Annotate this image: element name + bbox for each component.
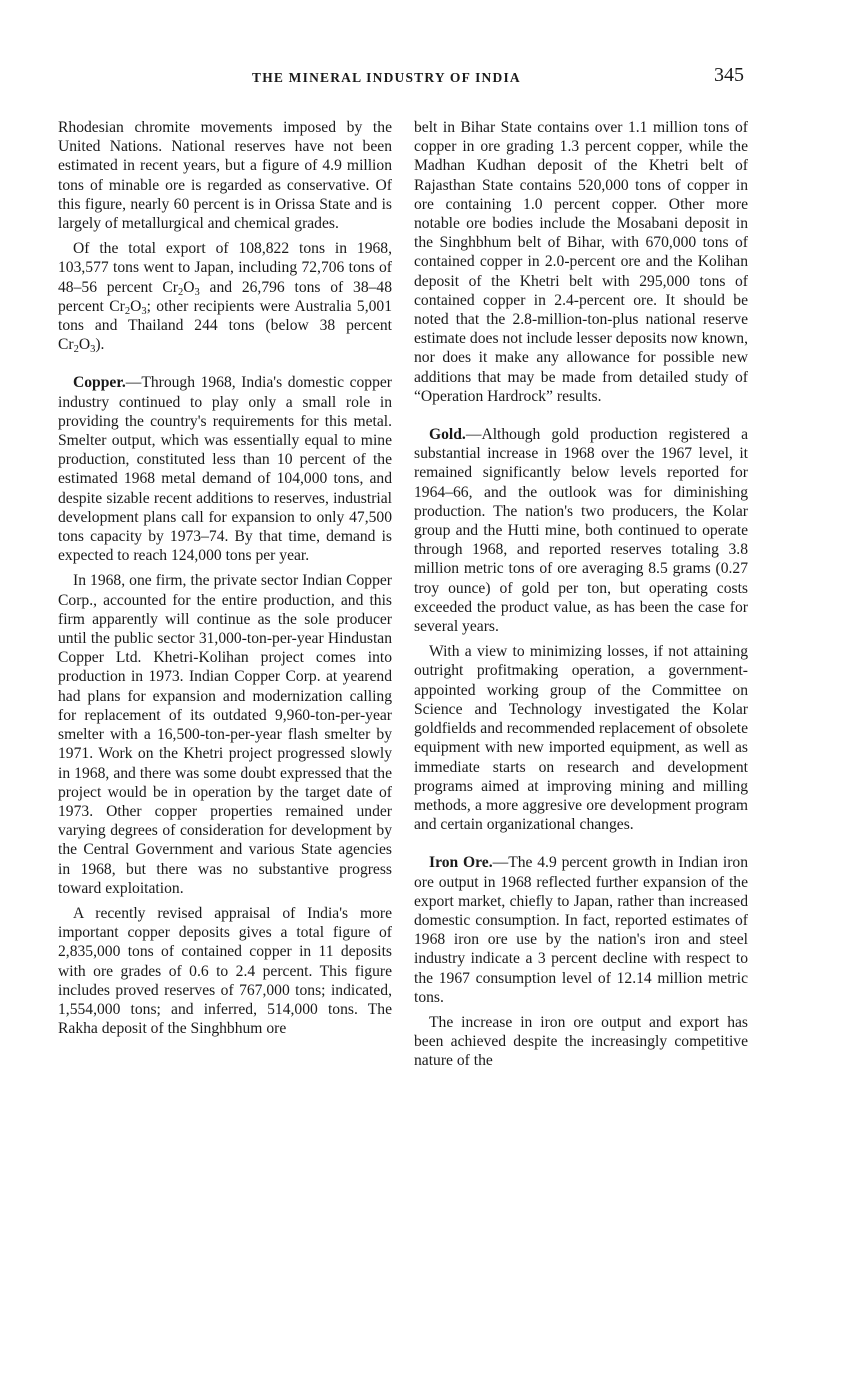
running-head-title: THE MINERAL INDUSTRY OF INDIA	[252, 70, 521, 85]
text-run: and 26,796 tons of 38–48 percent Cr	[58, 278, 393, 315]
gold-working-group-paragraph: With a view to minimizing losses, if not attaining outright profitmaking operation, a government-appointed working group of the Committee on Science and Technology investigated the Kolar goldfields and recommended replacement of obsolete equipment with new imported equipment, as well as immediate starts on research and development programs aimed at improving mining and milling methods, a more aggresive ore development program and certain organizational changes.	[414, 643, 748, 834]
subscript: 2	[73, 344, 79, 356]
text-run: O	[78, 336, 91, 354]
iron-ore-heading: Iron Ore.	[429, 854, 493, 872]
gold-section-paragraph	[414, 425, 748, 636]
copper-heading: Copper.	[73, 374, 126, 392]
chromite-paragraph-end: Rhodesian chromite movements imposed by the United Nations. National reserves have not been estimated in recent years, but a figure of 4.9 million tons of minable ore is regarded as conservative. Of this figure, nearly 60 percent is in Orissa State and is largely of metallurgical and chemical grades.	[58, 119, 392, 233]
text-run: Of the total export of 108,822 tons in 1968, 103,577 tons went to Japan, including 72,706 tons of 48–56 percent Cr	[58, 240, 392, 296]
text-run: —Through 1968, India's domestic copper industry continued to play only a small role in providing the country's requirements for this metal. Smelter output, which was essentially equal to mine production, constituted less than 10 percent of the estimated 1968 metal demand of 104,000 tons, and despite sizable recent additions to reserves, industrial development plans call for expansion to only 47,500 tons capacity by 1973–74. By that time, demand is expected to reach 124,000 tons per year.	[58, 374, 392, 565]
subscript: 2	[124, 305, 131, 317]
text-run: O	[183, 278, 195, 296]
page-number: 345	[714, 64, 744, 86]
right-column	[414, 118, 748, 1071]
iron-ore-section-paragraph	[414, 853, 748, 1007]
text-run: ; other recipients were Australia 5,001 tons and Thailand 244 tons (below 38 percent Cr	[58, 297, 392, 354]
copper-production-paragraph: In 1968, one firm, the private sector Indian Copper Corp., accounted for the entire production, and this firm apparently will continue as the sole producer until the public sector 31,000-ton-per-year Hindustan Copper Ltd. Khetri-Kolihan project comes into production in 1973. Indian Copper Corp. at yearend had plans for expansion and modernization calling for replacement of its outdated 9,960-ton-per-year smelter with a 16,500-ton-per-year flash smelter by 1971. Work on the Khetri project progressed slowly in 1968, and there was some doubt expressed that the project would be in operation by the target date of 1973. Other copper properties remained under varying degrees of consideration for development by the Central Government and various State agencies in 1968, but there was no substantive progress toward exploitation.	[58, 572, 392, 897]
copper-reserves-paragraph: A recently revised appraisal of India's more important copper deposits gives a total figure of 2,835,000 tons of contained copper in 11 deposits with ore grades of 0.6 to 2.4 percent. This figure includes proved reserves of 767,000 tons; indicated, 1,554,000 tons; and inferred, 514,000 tons. The Rakha deposit of the Singhbhum ore	[58, 904, 392, 1038]
text-run: ).	[95, 336, 105, 354]
running-head	[0, 64, 864, 94]
chromite-export-paragraph	[58, 239, 392, 354]
copper-reserves-continued: belt in Bihar State contains over 1.1 million tons of copper in ore grading 1.3 percent copper, while the Madhan Kudhan deposit of the Khetri belt of Rajasthan State contains 520,000 tons of copper in ore containing 1.0 percent copper. Other more notable ore bodies include the Mosabani deposit in the Singhbhum belt of Bihar, with 670,000 tons of contained copper in 2.0-percent ore and the Kolihan deposit of the Khetri belt with 295,000 tons of contained copper in 2.4-percent ore. It should be noted that the 2.8-million-ton-plus national reserve estimate does not include lesser deposits now known, nor does it make any allowance for possible new additions that may be made from detailed study of “Operation Hardrock” results.	[414, 119, 748, 405]
subscript: 2	[178, 286, 184, 298]
subscript: 3	[90, 344, 96, 356]
text-run: —The 4.9 percent growth in Indian iron ore output in 1968 reflected further expansion of the export market, chiefly to Japan, rather than increased domestic consumption. In fact, reported estimates of 1968 iron ore use by the nation's iron and steel industry indicate a 3 percent decline with respect to the 1967 consumption level of 12.14 million metric tons.	[414, 854, 748, 1006]
subscript: 3	[194, 286, 200, 298]
iron-ore-export-paragraph: The increase in iron ore output and export has been achieved despite the increasingly competitive nature of the	[414, 1013, 748, 1070]
text-run: O	[130, 297, 142, 315]
subscript: 3	[141, 305, 147, 317]
gold-heading: Gold.	[429, 426, 466, 444]
left-column	[58, 118, 392, 1038]
text-run: —Although gold production registered a substantial increase in 1968 over the 1967 level, it remained significantly below levels reported for 1964–66, and the outlook was for diminishing production. The nation's two producers, the Kolar group and the Hutti mine, both continued to operate through 1968, and reported reserves totaling 3.8 million metric tons of ore averaging 8.5 grams (0.27 troy ounce) of gold per ton, but operating costs exceeded the product value, as has been the case for several years.	[414, 426, 748, 636]
copper-section-paragraph	[58, 373, 392, 565]
